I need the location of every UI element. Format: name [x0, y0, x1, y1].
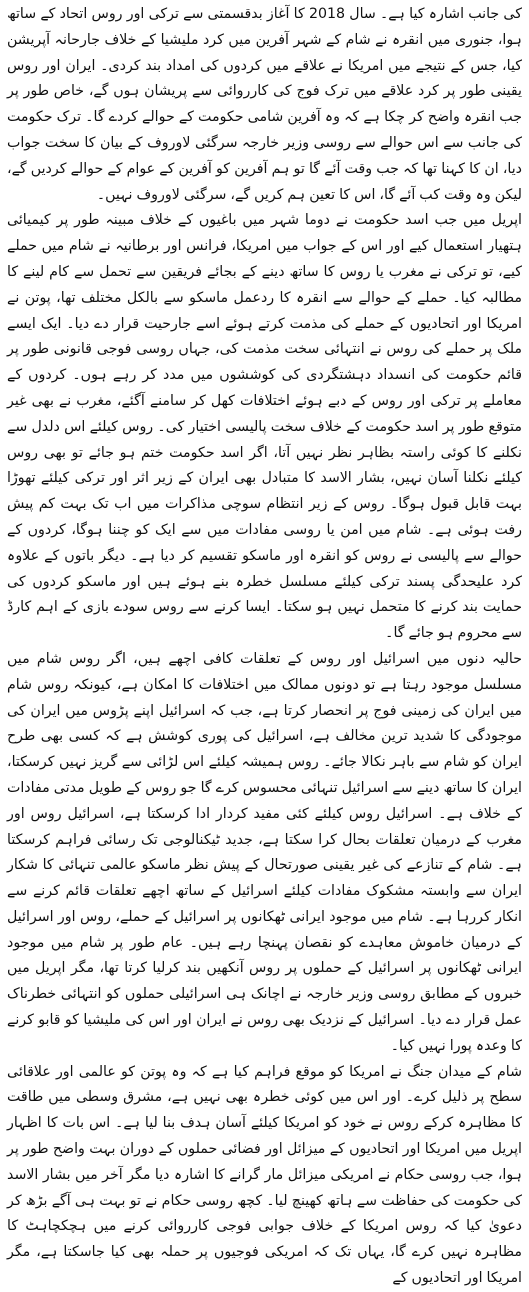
- article-paragraph-turkey-russia: کی جانب اشارہ کیا ہے۔ سال 2018 کا آغاز بدقسمتی سے ترکی اور روس اتحاد کے ساتھ ہوا، جنوری میں انقرہ نے شام کے شہر آفرین میں کرد ملیشیا کے خلاف جارحانہ آپریشن کیا، جس کے نتیجے میں امریکا نے علاقے میں کردوں کی امداد بند کردی۔ ایران اور روس یقینی طور پر کرد علاقے میں ترک فوج کی کارروائی سے پریشان ہوں گے، خاص طور پر جب انقرہ واضح کر چکا ہے کہ وہ آفرین شامی حکومت کے حوالے کردے گا۔ ترک حکومت کی جانب سے اس حوالے سے روسی وزیر خارجہ سرگئی لاوروف کے بیان کا سخت جواب دیا، ان کا کہنا تھا کہ جب وقت آئے گا تو ہم آفرین کو آفرین کے عوام کے حوالے کردیں گے، لیکن وہ وقت کب آئے گا، اس کا تعین ہم کریں گے، سرگئی لاوروف نہیں۔: [7, 6, 522, 203]
- article-paragraph-douma-attack: اپریل میں جب اسد حکومت نے دوما شہر میں باغیوں کے خلاف مبینہ طور پر کیمیائی ہتھیار استعمال کیے اور اس کے جواب میں امریکا، فرانس اور برطانیہ نے شام میں حملے کیے، تو ترکی نے مغرب یا روس کا ساتھ دینے کے بجائے فریقین سے تحمل سے کام لینے کا مطالبہ کیا۔ حملے کے حوالے سے انقرہ کا ردعمل ماسکو سے بالکل مختلف تھا، پوتن نے امریکا اور اتحادیوں کے حملے کی مذمت کرتے ہوئے اسے جارحیت قرار دے دیا۔ ایک ایسے ملک پر حملے کی روس نے انتہائی سخت مذمت کی، جہاں روسی فوجی قانونی طور پر قائم حکومت کی انسداد دہشتگردی کی کوششوں میں مدد کر رہے ہوں۔ کردوں کے معاملے پر ترکی اور روس کے دبے ہوئے اختلافات کھل کر سامنے آگئے، مغرب نے بھی غیر متوقع طور پر اسد حکومت کے خلاف سخت پالیسی اختیار کی۔ روس کیلئے اس دلدل سے نکلنے کا کوئی راستہ بظاہر نظر نہیں آتا، اگر اسد حکومت ختم ہو جائے تو بھی روس کیلئے نکلنا آسان نہیں، بشار الاسد کا متبادل بھی ایران کے زیر اثر اور ترکی کیلئے تھوڑا بہت قابل قبول ہوگا۔ روس کے زیر انتظام سوچی مذاکرات میں اب تک بہت کم پیش رفت ہوئی ہے۔ شام میں امن یا روسی مفادات میں سے ایک کو چننا ہوگا، کردوں کے حوالے سے پالیسی نے روس کو انقرہ اور ماسکو تقسیم کر دیا ہے۔ دیگر باتوں کے علاوہ کرد علیحدگی پسند ترکی کیلئے مسلسل خطرہ بنے ہوئے ہیں اور ماسکو کردوں کی حمایت بند کرنے کا متحمل نہیں ہو سکتا۔ ایسا کرنے سے روس سودے بازی کے اہم کارڈ سے محروم ہو جائے گا۔: [7, 212, 522, 642]
- article-paragraph-israel-russia: حالیہ دنوں میں اسرائیل اور روس کے تعلقات کافی اچھے ہیں، اگر روس شام میں مسلسل موجود رہتا ہے تو دونوں ممالک میں اختلافات کا امکان ہے، کیونکہ روس شام میں ایران کی زمینی فوج پر انحصار کرتا ہے، جب کہ اسرائیل اپنے پڑوس میں ایران کی موجودگی کا شدید ترین مخالف ہے، اسرائیل کی پوری کوشش ہے کہ کسی بھی طرح ایران کو شام سے باہر نکالا جائے۔ روس ہمیشہ کیلئے اس لڑائی سے گریز نہیں کرسکتا، ایران کا ساتھ دینے سے اسرائیل تنہائی محسوس کرے گا جو روس کے طویل مدتی مفادات کے خلاف ہے۔ اسرائیل روس کیلئے کئی مفید کردار ادا کرسکتا ہے، اسرائیل روس اور مغرب کے درمیان تعلقات بحال کرا سکتا ہے، جدید ٹیکنالوجی تک رسائی فراہم کرسکتا ہے۔ شام کے تنازعے کی غیر یقینی صورتحال کے پیش نظر ماسکو عالمی تنہائی کا شکار ایران سے وابستہ مشکوک مفادات کیلئے اسرائیل کے ساتھ اچھے تعلقات قائم کرنے سے انکار کررہا ہے۔ شام میں موجود ایرانی ٹھکانوں پر اسرائیل کے حملے، روس اور اسرائیل کے درمیان خاموش معاہدے کو نقصان پہنچا رہے ہیں۔ عام طور پر شام میں موجود ایرانی ٹھکانوں پر اسرائیل کے حملوں پر روس آنکھیں بند کرلیا کرتا تھا، مگر اپریل میں خبروں کے مطابق روسی وزیر خارجہ نے اچانک ہی اسرائیلی حملوں کو انتہائی خطرناک عمل قرار دے دیا۔ اسرائیل کے نزدیک بھی روس نے ایران اور اس کی ملیشیا کو قابو کرنے کا وعدہ پورا نہیں کیا۔: [7, 650, 522, 1054]
- article-paragraph-us-opportunity: شام کے میدان جنگ نے امریکا کو موقع فراہم کیا ہے کہ وہ پوتن کو عالمی اور علاقائی سطح پر ذلیل کرے۔ اور اس میں کوئی خطرہ بھی نہیں ہے، مشرق وسطی میں طاقت کا مظاہرہ کرکے روس نے خود کو امریکا کیلئے آسان ہدف بنا لیا ہے۔ اس بات کا اظہار اپریل میں امریکا اور اتحادیوں کے میزائل اور فضائی حملوں کے دوران بہت واضح طور پر ہوا، جب روسی حکام نے امریکی میزائل مار گرانے کا اشارہ دیا مگر آخر میں بشار الاسد کی حکومت کی حفاظت سے ہاتھ کھینچ لیا۔ کچھ روسی حکام نے تو بہت ہی آگے بڑھ کر دعویٰ کیا کہ روس امریکا کے خلاف جوابی فوجی کارروائی کرنے میں ہچکچاہٹ کا مظاہرہ نہیں کرے گا، یہاں تک کہ امریکی فوجیوں پر حملہ بھی کیا جاسکتا ہے، مگر امریکا اور اتحادیوں کے: [7, 1063, 522, 1287]
